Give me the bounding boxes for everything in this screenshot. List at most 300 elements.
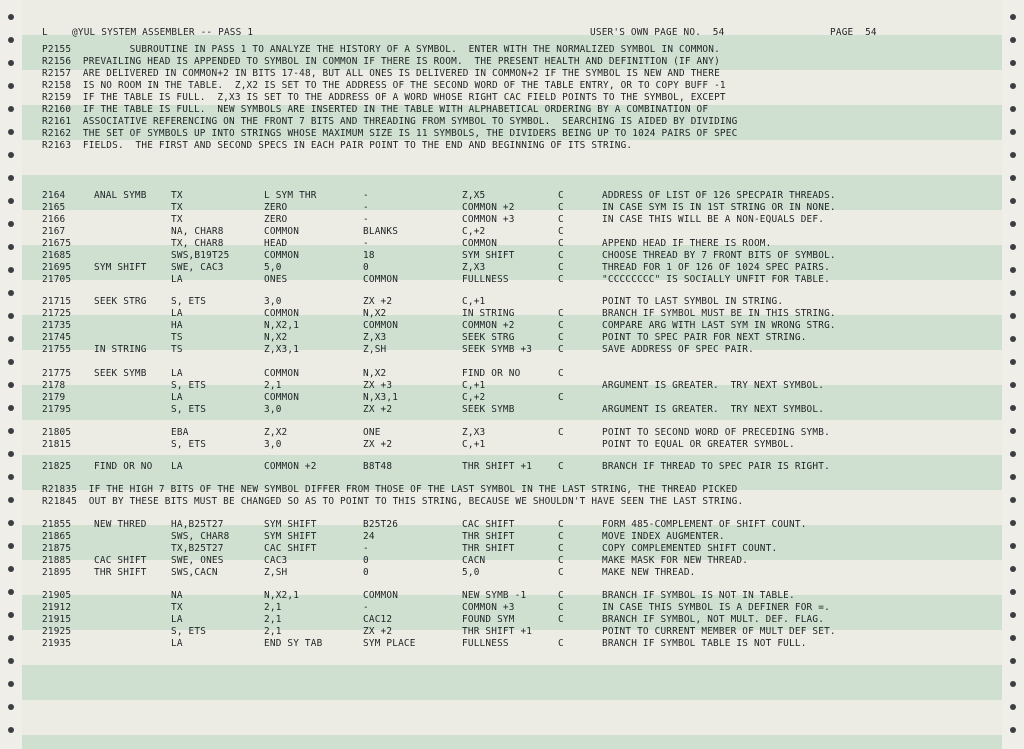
tractor-feed-hole [1010, 106, 1016, 112]
tractor-feed-hole [1010, 543, 1016, 549]
address-field-3: THR SHIFT +1 [462, 461, 533, 472]
operation-code: EBA [171, 427, 189, 438]
address-field-3: C,+1 [462, 439, 486, 450]
card-type-flag: C [558, 202, 564, 213]
tractor-feed-hole [1010, 474, 1016, 480]
address-field-2: 24 [363, 531, 375, 542]
comment-text: BRANCH IF SYMBOL MUST BE IN THIS STRING. [602, 308, 836, 319]
tractor-feed-hole [8, 175, 14, 181]
remark-text: R2157 ARE DELIVERED IN COMMON+2 IN BITS 17-48, BUT ALL ONES IS DELIVERED IN COMMON+2 IF THE SYMBOL IS NEW AND THERE [42, 68, 720, 79]
card-type-flag: C [558, 531, 564, 542]
comment-text: POINT TO SPEC PAIR FOR NEXT STRING. [602, 332, 807, 343]
comment-text: BRANCH IF SYMBOL IS NOT IN TABLE. [602, 590, 795, 601]
tractor-feed-hole [8, 221, 14, 227]
sequence-number: 2167 [42, 226, 66, 237]
sequence-number: 21855 [42, 519, 72, 530]
location-label: CAC SHIFT [94, 555, 147, 566]
address-field-1: 3,0 [264, 404, 282, 415]
comment-text: BRANCH IF SYMBOL TABLE IS NOT FULL. [602, 638, 807, 649]
operation-code: SWS,CACN [171, 567, 218, 578]
sequence-number: 21715 [42, 296, 72, 307]
address-field-1: COMMON [264, 368, 300, 379]
sequence-number: 21745 [42, 332, 72, 343]
operation-code: S, ETS [171, 380, 207, 391]
tractor-feed-hole [1010, 14, 1016, 20]
tractor-feed-hole [1010, 359, 1016, 365]
card-type-flag: C [558, 344, 564, 355]
address-field-3: COMMON +3 [462, 602, 515, 613]
address-field-1: HEAD [264, 238, 288, 249]
code-line [42, 262, 982, 274]
code-line [42, 344, 982, 356]
tractor-feed-hole [8, 152, 14, 158]
address-field-2: 0 [363, 567, 369, 578]
code-line [42, 567, 982, 579]
address-field-2: B25T26 [363, 519, 399, 530]
address-field-1: 2,1 [264, 602, 282, 613]
comment-text: SAVE ADDRESS OF SPEC PAIR. [602, 344, 754, 355]
comment-text: FORM 485-COMPLEMENT OF SHIFT COUNT. [602, 519, 807, 530]
address-field-1: COMMON [264, 308, 300, 319]
address-field-2: COMMON [363, 274, 399, 285]
location-label: SYM SHIFT [94, 262, 147, 273]
remark-line [42, 80, 982, 92]
address-field-2: - [363, 602, 369, 613]
tractor-feed-hole [1010, 520, 1016, 526]
sequence-number: 2178 [42, 380, 66, 391]
tractor-feed-hole [1010, 267, 1016, 273]
code-line [42, 320, 982, 332]
tractor-feed-hole [1010, 658, 1016, 664]
tractor-feed-hole [1010, 336, 1016, 342]
address-field-2: ZX +2 [363, 404, 393, 415]
address-field-1: 2,1 [264, 626, 282, 637]
tractor-feed-hole [8, 313, 14, 319]
sequence-number: 21705 [42, 274, 72, 285]
comment-text: BRANCH IF THREAD TO SPEC PAIR IS RIGHT. [602, 461, 830, 472]
location-label: FIND OR NO [94, 461, 153, 472]
card-type-flag: C [558, 392, 564, 403]
code-line [42, 380, 982, 392]
tractor-feed-hole [8, 359, 14, 365]
address-field-2: Z,X3 [363, 332, 387, 343]
address-field-2: N,X3,1 [363, 392, 399, 403]
card-type-flag: C [558, 590, 564, 601]
tractor-feed-hole [1010, 704, 1016, 710]
remark-text: R21835 IF THE HIGH 7 BITS OF THE NEW SYMBOL DIFFER FROM THOSE OF THE LAST SYMBOL IN THE LAST STRING, THE THREAD PICKED [42, 484, 738, 495]
sequence-number: 21795 [42, 404, 72, 415]
card-type-flag: C [558, 262, 564, 273]
address-field-2: N,X2 [363, 368, 387, 379]
operation-code: TX [171, 202, 183, 213]
address-field-3: CAC SHIFT [462, 519, 515, 530]
address-field-3: SEEK SYMB [462, 404, 515, 415]
sequence-number: 2166 [42, 214, 66, 225]
comment-text: ADDRESS OF LIST OF 126 SPECPAIR THREADS. [602, 190, 836, 201]
page-header [42, 27, 982, 39]
address-field-2: COMMON [363, 590, 399, 601]
remark-line [42, 44, 982, 56]
address-field-2: B8T48 [363, 461, 393, 472]
comment-text: POINT TO SECOND WORD OF PRECEDING SYMB. [602, 427, 830, 438]
tractor-feed-hole [1010, 175, 1016, 181]
operation-code: SWE, CAC3 [171, 262, 224, 273]
comment-text: COMPARE ARG WITH LAST SYM IN WRONG STRG. [602, 320, 836, 331]
code-line [42, 190, 982, 202]
card-type-flag: C [558, 638, 564, 649]
comment-text: APPEND HEAD IF THERE IS ROOM. [602, 238, 772, 249]
operation-code: SWS, CHAR8 [171, 531, 230, 542]
address-field-3: FIND OR NO [462, 368, 521, 379]
card-type-flag: C [558, 602, 564, 613]
tractor-feed-hole [1010, 612, 1016, 618]
comment-text: CHOOSE THREAD BY 7 FRONT BITS OF SYMBOL. [602, 250, 836, 261]
tractor-feed-hole [8, 704, 14, 710]
address-field-3: C,+2 [462, 226, 486, 237]
comment-text: IN CASE THIS WILL BE A NON-EQUALS DEF. [602, 214, 825, 225]
address-field-1: L SYM THR [264, 190, 317, 201]
operation-code: SWS,B19T25 [171, 250, 230, 261]
code-line [42, 296, 982, 308]
tractor-feed-hole [8, 658, 14, 664]
address-field-1: N,X2,1 [264, 320, 300, 331]
location-label: NEW THRED [94, 519, 147, 530]
sequence-number: 21775 [42, 368, 72, 379]
tractor-feed-hole [1010, 152, 1016, 158]
comment-text: COPY COMPLEMENTED SHIFT COUNT. [602, 543, 778, 554]
code-line [42, 543, 982, 555]
tractor-feed-hole [1010, 221, 1016, 227]
tractor-feed-hole [8, 60, 14, 66]
address-field-3: C,+1 [462, 296, 486, 307]
address-field-2: 18 [363, 250, 375, 261]
card-type-flag: C [558, 368, 564, 379]
tractor-feed-hole [8, 405, 14, 411]
remark-line [42, 92, 982, 104]
address-field-1: SYM SHIFT [264, 519, 317, 530]
operation-code: LA [171, 274, 183, 285]
card-type-flag: C [558, 190, 564, 201]
sequence-number: 21915 [42, 614, 72, 625]
remark-text: R2161 ASSOCIATIVE REFERENCING ON THE FRONT 7 BITS AND THREADING FROM SYMBOL TO SYMBOL. SEARCHING IS AIDED BY DIVIDING [42, 116, 738, 127]
code-line [42, 202, 982, 214]
address-field-1: Z,X2 [264, 427, 288, 438]
address-field-3: 5,0 [462, 567, 480, 578]
tractor-feed-hole [8, 451, 14, 457]
address-field-2: - [363, 190, 369, 201]
card-type-flag: C [558, 555, 564, 566]
sequence-number: 21815 [42, 439, 72, 450]
tractor-feed-hole [1010, 405, 1016, 411]
card-type-flag: C [558, 238, 564, 249]
address-field-1: END SY TAB [264, 638, 323, 649]
address-field-2: ZX +3 [363, 380, 393, 391]
location-label: ANAL SYMB [94, 190, 147, 201]
sequence-number: 21725 [42, 308, 72, 319]
address-field-1: 5,0 [264, 262, 282, 273]
address-field-1: ZERO [264, 202, 288, 213]
sequence-number: 21875 [42, 543, 72, 554]
address-field-2: 0 [363, 555, 369, 566]
comment-text: THREAD FOR 1 OF 126 OF 1024 SPEC PAIRS. [602, 262, 830, 273]
address-field-1: Z,SH [264, 567, 288, 578]
operation-code: LA [171, 368, 183, 379]
comment-text: IN CASE THIS SYMBOL IS A DEFINER FOR =. [602, 602, 830, 613]
remark-text: R2158 IS NO ROOM IN THE TABLE. Z,X2 IS SET TO THE ADDRESS OF THE SECOND WORD OF THE TABLE ENTRY, OR TO COPY BUFF -1 [42, 80, 726, 91]
tractor-feed-hole [1010, 37, 1016, 43]
operation-code: TX, CHAR8 [171, 238, 224, 249]
code-line [42, 555, 982, 567]
card-type-flag: C [558, 214, 564, 225]
code-line [42, 308, 982, 320]
remark-line [42, 116, 982, 128]
address-field-1: N,X2,1 [264, 590, 300, 601]
card-type-flag: C [558, 250, 564, 261]
operation-code: HA [171, 320, 183, 331]
operation-code: TX,B25T27 [171, 543, 224, 554]
tractor-feed-hole [8, 244, 14, 250]
location-label: SEEK STRG [94, 296, 147, 307]
sequence-number: 21675 [42, 238, 72, 249]
address-field-1: CAC SHIFT [264, 543, 317, 554]
address-field-3: THR SHIFT [462, 531, 515, 542]
tractor-feed-hole [8, 497, 14, 503]
address-field-3: Z,X5 [462, 190, 486, 201]
code-line [42, 638, 982, 650]
address-field-1: CAC3 [264, 555, 288, 566]
address-field-1: COMMON +2 [264, 461, 317, 472]
code-line [42, 614, 982, 626]
address-field-3: COMMON +3 [462, 214, 515, 225]
code-line [42, 590, 982, 602]
address-field-1: SYM SHIFT [264, 531, 317, 542]
address-field-1: COMMON [264, 392, 300, 403]
address-field-3: C,+2 [462, 392, 486, 403]
sequence-number: 21905 [42, 590, 72, 601]
remark-line [42, 496, 982, 508]
listing-sheet [22, 0, 1002, 749]
sequence-number: 2164 [42, 190, 66, 201]
card-type-flag: C [558, 427, 564, 438]
sequence-number: 21755 [42, 344, 72, 355]
code-line [42, 332, 982, 344]
tractor-feed-hole [8, 681, 14, 687]
remark-text: R2163 FIELDS. THE FIRST AND SECOND SPECS IN EACH PAIR POINT TO THE END AND BEGINNING OF ITS STRING. [42, 140, 633, 151]
address-field-1: 2,1 [264, 614, 282, 625]
location-label: SEEK SYMB [94, 368, 147, 379]
sequence-number: 21685 [42, 250, 72, 261]
code-line [42, 439, 982, 451]
card-type-flag: C [558, 567, 564, 578]
address-field-3: SEEK SYMB +3 [462, 344, 533, 355]
operation-code: TX [171, 602, 183, 613]
tractor-feed-hole [1010, 313, 1016, 319]
comment-text: MAKE MASK FOR NEW THREAD. [602, 555, 749, 566]
address-field-3: FULLNESS [462, 274, 509, 285]
header-left-marker: L [42, 27, 48, 38]
remark-line [42, 140, 982, 152]
comment-text: POINT TO EQUAL OR GREATER SYMBOL. [602, 439, 795, 450]
comment-text: "CCCCCCCC" IS SOCIALLY UNFIT FOR TABLE. [602, 274, 830, 285]
address-field-1: N,X2 [264, 332, 288, 343]
tractor-feed-hole [1010, 497, 1016, 503]
sequence-number: 21895 [42, 567, 72, 578]
operation-code: TS [171, 332, 183, 343]
tractor-feed-hole [8, 635, 14, 641]
tractor-feed-hole [1010, 589, 1016, 595]
address-field-3: THR SHIFT [462, 543, 515, 554]
operation-code: TS [171, 344, 183, 355]
address-field-1: COMMON [264, 226, 300, 237]
remark-line [42, 484, 982, 496]
tractor-feed-hole [8, 106, 14, 112]
remark-text: R2156 PREVAILING HEAD IS APPENDED TO SYMBOL IN COMMON IF THERE IS ROOM. THE PRESENT HEALTH AND DEFINITION (IF ANY) [42, 56, 720, 67]
code-line [42, 226, 982, 238]
operation-code: TX [171, 190, 183, 201]
tractor-feed-hole [8, 727, 14, 733]
comment-text: ARGUMENT IS GREATER. TRY NEXT SYMBOL. [602, 404, 825, 415]
tractor-feed-hole [1010, 382, 1016, 388]
tractor-feed-hole [8, 198, 14, 204]
tractor-feed-hole [8, 428, 14, 434]
comment-text: POINT TO LAST SYMBOL IN STRING. [602, 296, 784, 307]
operation-code: LA [171, 308, 183, 319]
remark-line [42, 104, 982, 116]
sequence-number: 21695 [42, 262, 72, 273]
operation-code: TX [171, 214, 183, 225]
tractor-feed-hole [8, 612, 14, 618]
card-type-flag: C [558, 274, 564, 285]
address-field-1: Z,X3,1 [264, 344, 300, 355]
tractor-feed-hole [8, 267, 14, 273]
address-field-2: ZX +2 [363, 296, 393, 307]
header-title: @YUL SYSTEM ASSEMBLER -- PASS 1 [72, 27, 254, 38]
tractor-feed-hole [8, 474, 14, 480]
tractor-feed-hole [8, 37, 14, 43]
code-line [42, 626, 982, 638]
card-type-flag: C [558, 519, 564, 530]
tractor-feed-hole [1010, 198, 1016, 204]
address-field-1: 3,0 [264, 439, 282, 450]
tractor-feed-hole [1010, 60, 1016, 66]
address-field-3: COMMON +2 [462, 202, 515, 213]
address-field-1: ZERO [264, 214, 288, 225]
address-field-2: SYM PLACE [363, 638, 416, 649]
remark-line [42, 68, 982, 80]
card-type-flag: C [558, 614, 564, 625]
address-field-2: CAC12 [363, 614, 393, 625]
tractor-feed-hole [1010, 244, 1016, 250]
sequence-number: 21735 [42, 320, 72, 331]
remark-text: R2162 THE SET OF SYMBOLS UP INTO STRINGS WHOSE MAXIMUM SIZE IS 11 SYMBOLS, THE DIVIDERS BEING UP TO 1024 PAIRS OF SPEC [42, 128, 738, 139]
comment-text: MAKE NEW THREAD. [602, 567, 696, 578]
sequence-number: 21825 [42, 461, 72, 472]
operation-code: LA [171, 614, 183, 625]
address-field-1: 2,1 [264, 380, 282, 391]
comment-text: ARGUMENT IS GREATER. TRY NEXT SYMBOL. [602, 380, 825, 391]
tractor-feed-hole [8, 520, 14, 526]
sequence-number: 2165 [42, 202, 66, 213]
address-field-3: FULLNESS [462, 638, 509, 649]
address-field-2: Z,SH [363, 344, 387, 355]
operation-code: LA [171, 461, 183, 472]
remark-text: R2160 IF THE TABLE IS FULL. NEW SYMBOLS ARE INSERTED IN THE TABLE WITH ALPHABETICAL ORDERING BY A COMBINATION OF [42, 104, 709, 115]
tractor-feed-hole [8, 543, 14, 549]
address-field-3: IN STRING [462, 308, 515, 319]
sequence-number: 21925 [42, 626, 72, 637]
address-field-3: FOUND SYM [462, 614, 515, 625]
code-line [42, 214, 982, 226]
code-line [42, 531, 982, 543]
code-line [42, 602, 982, 614]
tractor-feed-hole [8, 14, 14, 20]
left-tractor-feed-strip [0, 0, 22, 749]
operation-code: SWE, ONES [171, 555, 224, 566]
address-field-2: - [363, 214, 369, 225]
comment-text: MOVE INDEX AUGMENTER. [602, 531, 725, 542]
comment-text: BRANCH IF SYMBOL, NOT MULT. DEF. FLAG. [602, 614, 825, 625]
tractor-feed-hole [1010, 451, 1016, 457]
tractor-feed-hole [1010, 635, 1016, 641]
code-line [42, 274, 982, 286]
comment-text: POINT TO CURRENT MEMBER OF MULT DEF SET. [602, 626, 836, 637]
address-field-3: Z,X3 [462, 262, 486, 273]
remark-line [42, 128, 982, 140]
code-line [42, 519, 982, 531]
operation-code: S, ETS [171, 404, 207, 415]
address-field-2: - [363, 202, 369, 213]
tractor-feed-hole [1010, 83, 1016, 89]
address-field-3: NEW SYMB -1 [462, 590, 527, 601]
sequence-number: 21912 [42, 602, 72, 613]
address-field-1: ONES [264, 274, 288, 285]
address-field-3: COMMON [462, 238, 498, 249]
card-type-flag: C [558, 461, 564, 472]
card-type-flag: C [558, 332, 564, 343]
tractor-feed-hole [8, 382, 14, 388]
tractor-feed-hole [1010, 129, 1016, 135]
operation-code: LA [171, 638, 183, 649]
tractor-feed-hole [8, 290, 14, 296]
address-field-3: Z,X3 [462, 427, 486, 438]
tractor-feed-hole [1010, 727, 1016, 733]
operation-code: NA, CHAR8 [171, 226, 224, 237]
sequence-number: 2179 [42, 392, 66, 403]
card-type-flag: C [558, 543, 564, 554]
address-field-2: 0 [363, 262, 369, 273]
sequence-number: 21935 [42, 638, 72, 649]
code-line [42, 250, 982, 262]
tractor-feed-hole [8, 129, 14, 135]
tractor-feed-hole [1010, 681, 1016, 687]
remark-text: R21845 OUT BY THESE BITS MUST BE CHANGED SO AS TO POINT TO THIS STRING, BECAUSE WE SHOULDN'T HAVE SEEN THE LAST STRING. [42, 496, 744, 507]
tractor-feed-hole [8, 589, 14, 595]
address-field-2: ZX +2 [363, 439, 393, 450]
header-user-page: USER'S OWN PAGE NO. 54 [590, 27, 725, 38]
remark-text: P2155 SUBROUTINE IN PASS 1 TO ANALYZE THE HISTORY OF A SYMBOL. ENTER WITH THE NORMALIZED SYMBOL IN COMMON. [42, 44, 720, 55]
address-field-1: COMMON [264, 250, 300, 261]
card-type-flag: C [558, 226, 564, 237]
code-line [42, 461, 982, 473]
address-field-2: - [363, 238, 369, 249]
remark-line [42, 56, 982, 68]
code-line [42, 404, 982, 416]
tractor-feed-hole [8, 566, 14, 572]
operation-code: S, ETS [171, 296, 207, 307]
remark-text: R2159 IF THE TABLE IS FULL. Z,X3 IS SET TO THE ADDRESS OF A WORD WHOSE RIGHT CAC FIELD POINTS TO THE SYMBOL, EXCEPT [42, 92, 726, 103]
sequence-number: 21865 [42, 531, 72, 542]
operation-code: S, ETS [171, 626, 207, 637]
